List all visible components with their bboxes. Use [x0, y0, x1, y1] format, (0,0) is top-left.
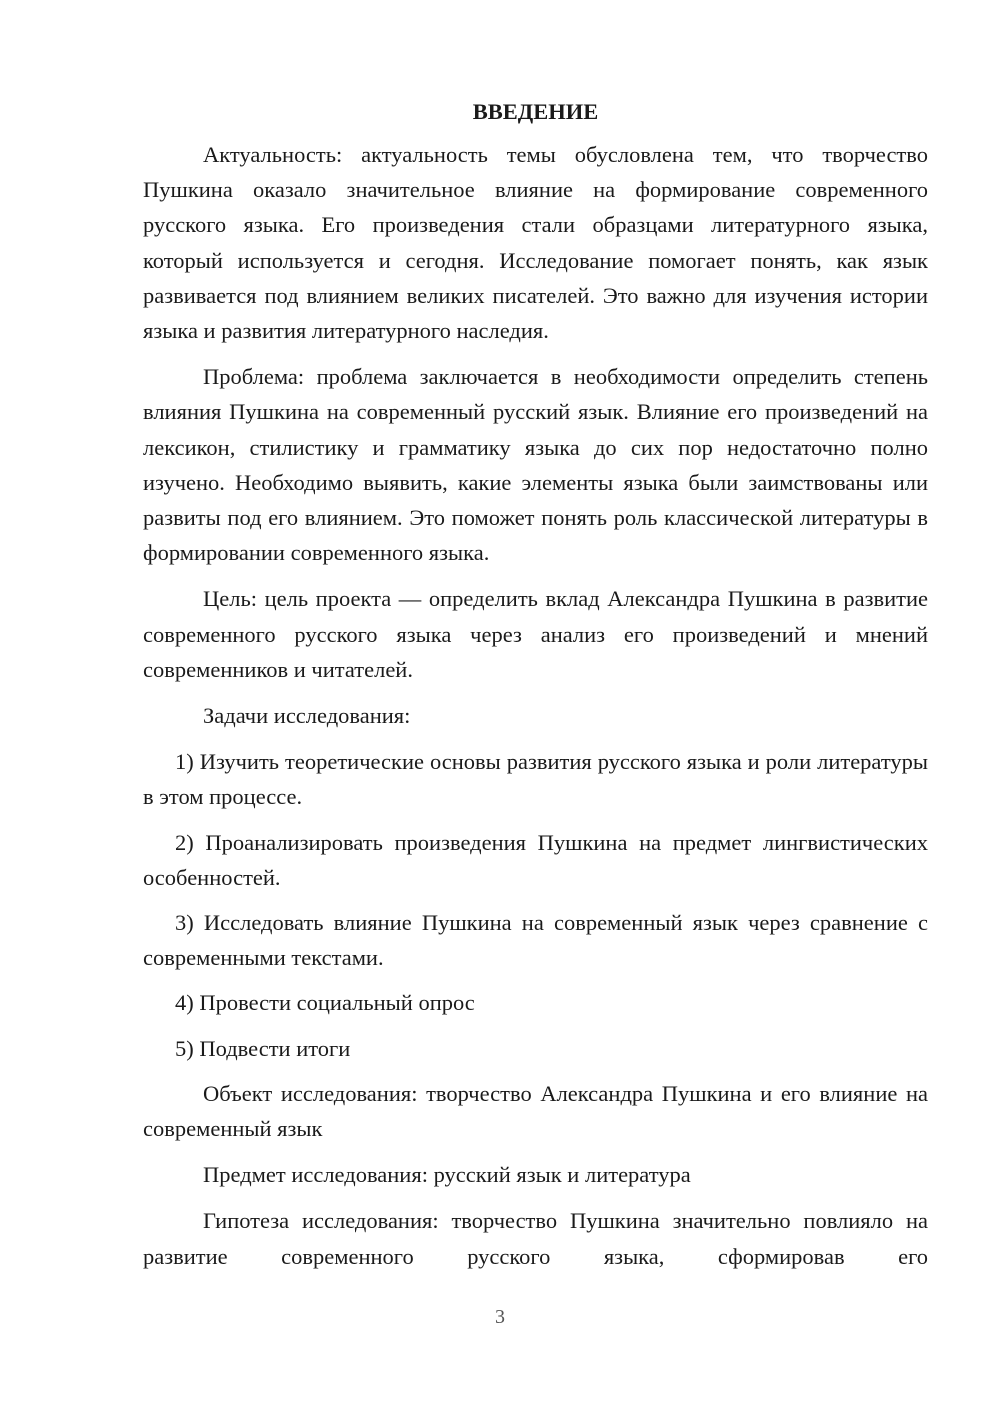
task-item: 5) Подвести итоги: [175, 1035, 351, 1061]
task-item: 1) Изучить теоретические основы развития русского языка и роли литературы в этом процессе.: [143, 749, 928, 810]
subject-paragraph: Предмет исследования: русский язык и литература: [203, 1162, 691, 1188]
tasks-title: Задачи исследования:: [203, 703, 411, 729]
problem-paragraph: Проблема: проблема заключается в необходимости определить степень влияния Пушкина на современный русский язык. Влияние его произведений на лексикон, стилистику и грамматику языка до сих пор недостаточно полно изучено. Необходимо выявить, какие элементы языка были заимствованы или развиты под его влиянием. Это поможет понять роль классической литературы в формировании современного языка.: [143, 364, 928, 566]
hypothesis-paragraph: Гипотеза исследования: творчество Пушкина значительно повлияло на развитие современного русского языка, сформировав его: [143, 1208, 928, 1269]
page-number: 3: [495, 1306, 505, 1328]
goal-paragraph: Цель: цель проекта — определить вклад Александра Пушкина в развитие современного русского языка через анализ его произведений и мнений современников и читателей.: [143, 586, 928, 682]
task-item: 3) Исследовать влияние Пушкина на современный язык через сравнение с современными текстами.: [143, 910, 928, 971]
task-item: 4) Провести социальный опрос: [175, 990, 475, 1016]
task-item: 2) Проанализировать произведения Пушкина на предмет лингвистических особенностей.: [143, 829, 928, 890]
object-paragraph: Объект исследования: творчество Александра Пушкина и его влияние на современный язык: [143, 1080, 928, 1142]
document-page: [143, 94, 928, 1274]
section-heading: ВВЕДЕНИЕ: [472, 99, 599, 124]
relevance-paragraph: Актуальность: актуальность темы обусловлена тем, что творчество Пушкина оказало значительное влияние на формирование современного русского языка. Его произведения стали образцами литературного языка, который используется и сегодня. Исследование помогает понять, как язык развивается под влиянием великих писателей. Это важно для изучения истории языка и развития литературного наследия.: [143, 142, 928, 344]
